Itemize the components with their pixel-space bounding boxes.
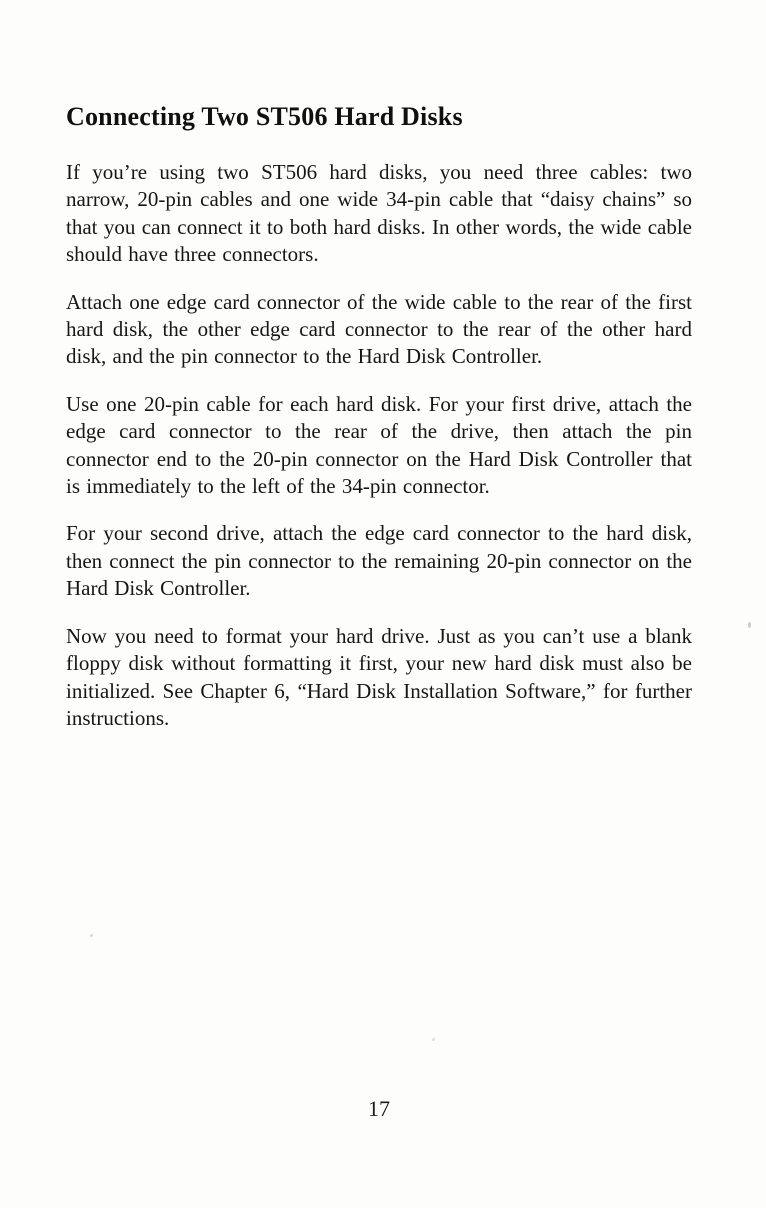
paragraph-cables-overview: If you’re using two ST506 hard disks, you need three cables: two narrow, 20-pin cables and one wide 34-pin cable that “daisy chains” so that you can connect it to both hard disks. In other words, the wide cable should have three connectors. <box>66 160 692 267</box>
page-number: 17 <box>368 1096 390 1121</box>
paragraph-first-drive: Use one 20-pin cable for each hard disk. For your first drive, attach the edge card connector to the rear of the drive, then attach the pin connector end to the 20-pin connector on the Hard Disk Controller that is immediately to the left of the 34-pin connector. <box>66 391 692 499</box>
scan-speck <box>432 1038 435 1041</box>
paragraph-second-drive: For your second drive, attach the edge card connector to the hard disk, then connect the pin connector to the remaining 20-pin connector on the Hard Disk Controller. <box>66 521 692 601</box>
paragraph-wide-cable-attach: Attach one edge card connector of the wide cable to the rear of the first hard disk, the other edge card connector to the rear of the other hard disk, and the pin connector to the Hard Disk Controller. <box>66 289 692 369</box>
scan-speck <box>748 622 751 628</box>
scan-speck <box>90 934 93 937</box>
paragraph-format-drive: Now you need to format your hard drive. Just as you can’t use a blank floppy disk without formatting it first, your new hard disk must also be initialized. See Chapter 6, “Hard Disk Installation Software,” for further instructions. <box>66 623 692 730</box>
section-heading: Connecting Two ST506 Hard Disks <box>66 102 463 131</box>
text-column <box>66 102 692 752</box>
